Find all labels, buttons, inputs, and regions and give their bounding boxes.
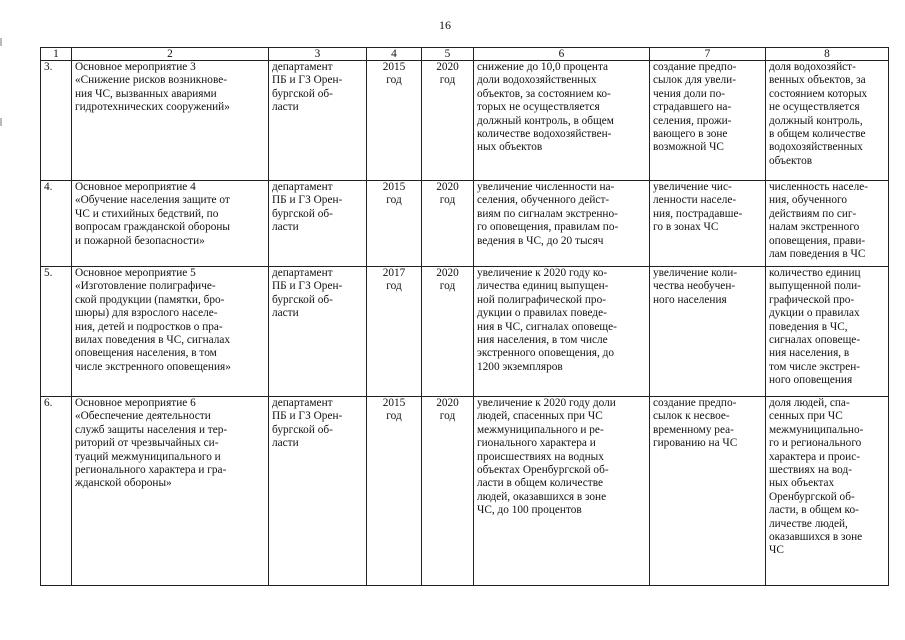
column-header-7: 7	[650, 48, 766, 61]
table-row	[41, 397, 889, 586]
row-number: 3.	[41, 61, 72, 181]
indicator-cell: количество единиц выпущенной поли- графической про- дукции о правилах поведения в ЧС, сигналах оповеще- ния населения, в том числе экстрен- ного оповещения	[766, 267, 889, 397]
row-number: 4.	[41, 181, 72, 267]
header-row	[41, 48, 889, 61]
indicator-cell: численность населе- ния, обученного действиям по сиг- налам экстренного оповещения, прави- лам поведения в ЧС	[766, 181, 889, 267]
start-year-cell: 2015 год	[367, 61, 422, 181]
event-cell: Основное мероприятие 5 «Изготовление полиграфиче- ской продукции (памятки, бро- шюры) для взрослого населе- ния, детей и подростков о пра- вилах поведения в ЧС, сигналах оповещения населения, в том числе экстренного оповещения»	[72, 267, 269, 397]
column-header-5: 5	[422, 48, 474, 61]
event-cell: Основное мероприятие 6 «Обеспечение деятельности служб защиты населения и тер- риторий от чрезвычайных си- туаций межмуниципального и регионального характера и гра- жданской обороны»	[72, 397, 269, 586]
start-year-cell: 2015 год	[367, 181, 422, 267]
event-cell: Основное мероприятие 3 «Снижение рисков возникнове- ния ЧС, вызванных авариями гидротехнических сооружений»	[72, 61, 269, 181]
consequence-cell: увеличение коли- чества необучен- ного населения	[650, 267, 766, 397]
column-header-4: 4	[367, 48, 422, 61]
consequence-cell: создание предпо- сылок для увели- чения доли по- страдавшего на- селения, прожи- вающего в зоне возможной ЧС	[650, 61, 766, 181]
end-year-cell: 2020 год	[422, 267, 474, 397]
table-row	[41, 267, 889, 397]
expected-result-cell: увеличение к 2020 году ко- личества единиц выпущен- ной полиграфической про- дукции о правилах поведе- ния в ЧС, сигналах оповеще- ния населения, в том числе экстренного оповещения, до 1200 экземпляров	[474, 267, 650, 397]
column-header-3: 3	[269, 48, 367, 61]
column-header-2: 2	[72, 48, 269, 61]
expected-result-cell: увеличение к 2020 году доли людей, спасенных при ЧС межмуниципального и ре- гионального характера и происшествиях на водных объектах Оренбургской об- ласти в общем количестве людей, оказавшихся в зоне ЧС, до 100 процентов	[474, 397, 650, 586]
executor-cell: департамент ПБ и ГЗ Орен- бургской об- ласти	[269, 267, 367, 397]
column-header-8: 8	[766, 48, 889, 61]
row-number: 5.	[41, 267, 72, 397]
executor-cell: департамент ПБ и ГЗ Орен- бургской об- ласти	[269, 397, 367, 586]
scan-margin-mark-bottom	[0, 118, 2, 126]
row-number: 6.	[41, 397, 72, 586]
table-row	[41, 181, 889, 267]
end-year-cell: 2020 год	[422, 181, 474, 267]
expected-result-cell: снижение до 10,0 процента доли водохозяйственных объектов, за состоянием ко- торых не осуществляется должный контроль, в общем количестве водохозяйствен- ных объектов	[474, 61, 650, 181]
expected-result-cell: увеличение численности на- селения, обученного дейст- виям по сигналам экстренно- го оповещения, правилам по- ведения в ЧС, до 20 тысяч	[474, 181, 650, 267]
column-header-6: 6	[474, 48, 650, 61]
end-year-cell: 2020 год	[422, 61, 474, 181]
event-cell: Основное мероприятие 4 «Обучение населения защите от ЧС и стихийных бедствий, по вопросам гражданской обороны и пожарной безопасности»	[72, 181, 269, 267]
indicator-cell: доля водохозяйст- венных объектов, за состоянием которых не осуществляется должный контроль, в общем количестве водохозяйственных объектов	[766, 61, 889, 181]
page-number: 16	[439, 18, 451, 32]
consequence-cell: создание предпо- сылок к несвое- временному реа- гированию на ЧС	[650, 397, 766, 586]
start-year-cell: 2017 год	[367, 267, 422, 397]
end-year-cell: 2020 год	[422, 397, 474, 586]
table-row	[41, 61, 889, 181]
executor-cell: департамент ПБ и ГЗ Орен- бургской об- ласти	[269, 181, 367, 267]
consequence-cell: увеличение чис- ленности населе- ния, пострадавше- го в зонах ЧС	[650, 181, 766, 267]
executor-cell: департамент ПБ и ГЗ Орен- бургской об- ласти	[269, 61, 367, 181]
indicator-cell: доля людей, спа- сенных при ЧС межмуниципально- го и регионального характера и проис- шествиях на вод- ных объектах Оренбургской об- ласти, в общем ко- личестве людей, оказавшихся в зоне ЧС	[766, 397, 889, 586]
start-year-cell: 2015 год	[367, 397, 422, 586]
column-header-1: 1	[41, 48, 72, 61]
measures-table	[40, 47, 889, 586]
scan-margin-mark-top	[0, 38, 2, 46]
